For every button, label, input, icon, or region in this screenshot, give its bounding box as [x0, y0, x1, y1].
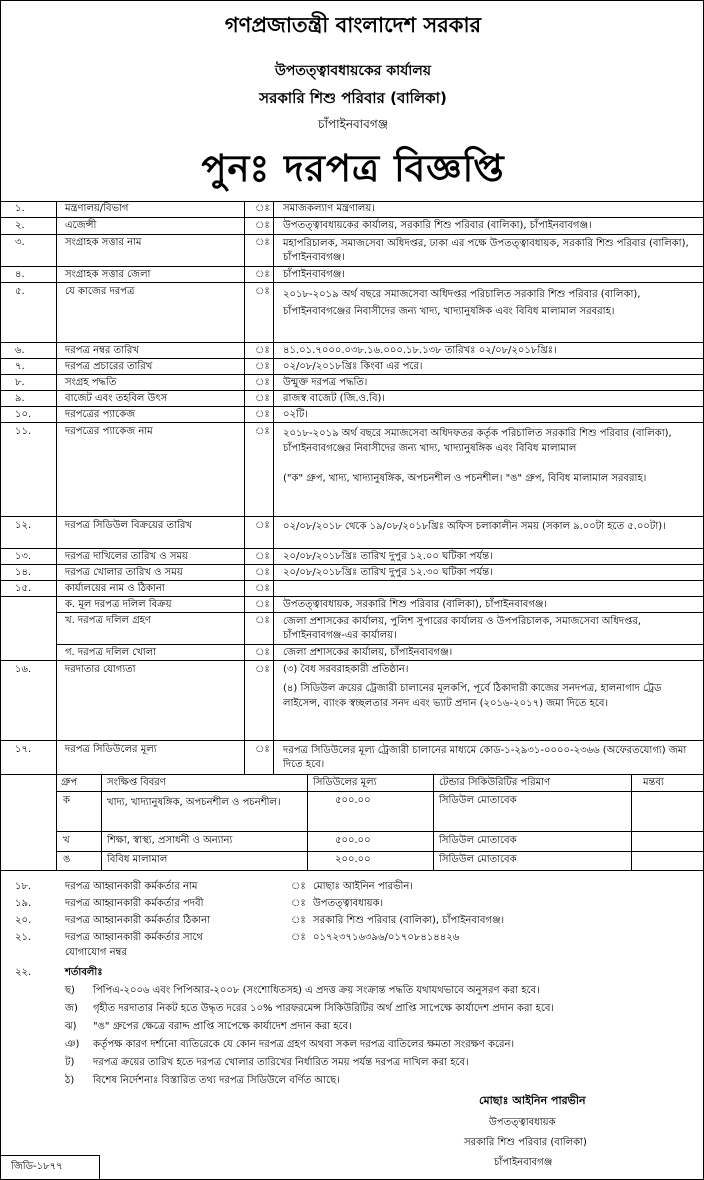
schedule-cell: ঙ [63, 854, 71, 865]
row-value: উপতত্ত্বাবধায়কের কার্যালয়, সরকারি শিশু পরিবার (বালিকা), চাঁপাইনবাবগঞ্জ। [283, 220, 592, 231]
signatory-name: মোছাঃ আইনিন পারভীন [479, 1094, 586, 1107]
schedule-header-cell: সিডিউলের মূল্য [313, 777, 377, 788]
row-label: দরপত্র আহ্বানকারী কর্মকর্তার পদবী [65, 898, 204, 909]
schedule-cell: ৫০০.০০ [335, 795, 371, 806]
row-number: ১৮. [15, 881, 32, 892]
row-value: উন্মুক্ত দরপত্র পদ্ধতি। [283, 377, 368, 388]
condition-marker: ঝ) [65, 1021, 77, 1032]
row-number: ১৬. [15, 664, 32, 675]
schedule-header-cell: গ্রুপ [61, 777, 78, 788]
colon: ঃ [255, 520, 270, 531]
colon: ঃ [255, 744, 270, 755]
row-value: ০২/০৮/২০১৮খ্রিঃ কিংবা এর পরে। [283, 361, 423, 372]
row-value-continued: ("ক" গ্রুপ, খাদ্য, খাদ্যানুষঙ্গিক, অপচনশীল ও পচনশীল। "ঙ" গ্রুপ, বিবিধ মালামাল সরবরাহ। [283, 473, 647, 484]
row-label: দরপত্র খোলার তারিখ ও সময় [65, 567, 183, 578]
row-label: যে কাজের দরপত্র [65, 286, 135, 297]
row-number: ১৯. [15, 898, 32, 909]
colon: ঃ [255, 599, 270, 610]
colon: ঃ [255, 377, 270, 388]
condition-text: বিশেষ নির্দেশনাঃ বিস্তারিত তথ্য দরপত্র সিডিউলে বর্ণিত আছে। [93, 1075, 340, 1086]
row-number: ১৩. [15, 551, 32, 562]
row-number: ১. [15, 203, 25, 214]
row-label-continued: যোগাযোগ নম্বর [65, 947, 127, 958]
condition-text: পিপিএ-২০০৬ এবং পিপিআর-২০০৮ (সংশোধিতসহ) এ প্রদত্ত ক্রয় সংক্রান্ত পদ্ধতি যথাযথভাবে অনুসরণ করা হবে। [93, 985, 540, 996]
row-label: দরপত্রের প্যাকেজ [65, 409, 136, 420]
schedule-cell: সিডিউল মোতাবেক [439, 854, 517, 865]
condition-marker: ট) [65, 1057, 75, 1068]
colon: ঃ [255, 203, 270, 214]
row-value: ২০১৮-২০১৯ অর্থ বছরে সমাজসেবা অধিদপ্তর পরিচালিত সরকারি শিশু পরিবার (বালিকা), চাঁপাইনবাবগঞ্জের নিবাসীদের জন্য খাদ্য, খাদ্যানুষঙ্গিক এবং বিবিধ মালামাল সরবরাহ। [283, 289, 641, 317]
colon: ঃ [255, 237, 270, 248]
row-number: ৪. [15, 269, 25, 280]
row-value: ২০/০৮/২০১৮খ্রিঃ তারিখ দুপুর ১২.০০ ঘটিকা পর্যন্ত। [283, 551, 493, 562]
signatory-location: চাঁপাইনবাবগঞ্জ [494, 1157, 553, 1168]
row-value: (৩) বৈধ সরবরাহকারী প্রতিষ্ঠান। [283, 664, 409, 675]
row-value: দরপত্র সিডিউলের মূল্য ট্রেজারী চালানের মাধ্যমে কোড-১-২৯৩১-০০০০-২৩৬৬ (অফেরতযোগ্য) জমা দিতে হবে। [283, 745, 687, 770]
schedule-cell: খ [63, 835, 70, 846]
row-label: গ. দরপত্র দলিল খোলা [65, 647, 157, 658]
notice-title: পুনঃ দরপত্র বিজ্ঞপ্তি [201, 147, 505, 190]
row-label: দরপত্র প্রচারের তারিখ [65, 361, 153, 372]
condition-text: "ঙ" গ্রুপের ক্ষেত্রে বরাদ্দ প্রাপ্তি সাপেক্ষে কার্যাদেশ প্রদান করা হবে। [93, 1021, 352, 1032]
colon: ঃ [291, 932, 306, 943]
row-label: দরপত্র নম্বর তারিখ [65, 345, 139, 356]
row-value: রাজস্ব বাজেট (জি.ও.বি)। [283, 393, 385, 404]
row-number: ৯. [15, 393, 25, 404]
row-value-continued: (৪) সিডিউল ক্রয়ের ট্রেজারী চালানের মূলকপি, পূর্বে ঠিকাদারী কাজের সনদপত্র, হালনাগাদ ট্রেড লাইসেন্স, ব্যাংক স্বচ্ছলতার সনদ এবং ভ্যাট প্রদান (২০১৬-২০১৭) জমা দিতে হবে। [283, 683, 662, 709]
row-label: কার্যালয়ের নাম ও ঠিকানা [65, 583, 165, 594]
row-number: ১৪. [15, 567, 32, 578]
row-value: সরকারি শিশু পরিবার (বালিকা), চাঁপাইনবাবগঞ্জ। [313, 915, 505, 926]
row-label: দরপত্র আহ্বানকারী কর্মকর্তার ঠিকানা [65, 915, 210, 926]
signatory-institution: সরকারি শিশু পরিবার (বালিকা) [464, 1137, 587, 1148]
row-value: ২০/০৮/২০১৮খ্রিঃ তারিখ দুপুর ১২.৩০ ঘটিকা পর্যন্ত। [283, 567, 493, 578]
row-label: খ. দরপত্র দলিল গ্রহণ [65, 615, 151, 626]
colon: ঃ [291, 881, 306, 892]
govt-title: গণপ্রজাতন্ত্রী বাংলাদেশ সরকার [224, 13, 482, 37]
condition-marker: ঞ) [65, 1039, 80, 1050]
schedule-cell: সিডিউল মোতাবেক [439, 795, 517, 806]
row-number: ১১. [15, 426, 32, 437]
row-value: সমাজকল্যাণ মন্ত্রণালয়। [283, 203, 375, 214]
row-value: উপতত্ত্বাবধায়ক, সরকারি শিশু পরিবার (বালিকা), চাঁপাইনবাবগঞ্জ। [283, 599, 548, 610]
colon: ঃ [255, 269, 270, 280]
row-value: উপতত্ত্বাবধায়ক। [313, 898, 384, 909]
row-number: ২১. [15, 932, 32, 943]
condition-text: কর্তৃপক্ষ কারণ দর্শানো ব্যতিরেকে যে কোন দরপত্র গ্রহণ অথবা সকল দরপত্র বাতিলের ক্ষমতা সংরক্ষণ করেন। [93, 1039, 515, 1050]
colon: ঃ [255, 361, 270, 372]
condition-text: গৃহীত দরদাতার নিকট হতে উদ্ধৃত দরের ১০% পারফরমেন্স সিকিউরিটির অর্থ প্রাপ্তি সাপেক্ষে কার্যাদেশ প্রদান করা হবে। [93, 1003, 554, 1014]
row-label: দরপত্র দাখিলের তারিখ ও সময় [65, 551, 188, 562]
row-value: চাঁপাইনবাবগঞ্জ। [283, 269, 345, 280]
schedule-header-cell: সংক্ষিপ্ত বিবরণ [107, 777, 166, 788]
colon: ঃ [255, 426, 270, 437]
conditions-heading: শর্তাবলীঃ [65, 967, 103, 978]
colon: ঃ [255, 647, 270, 658]
row-label: দরপত্র সিডিউলের মূল্য [65, 744, 157, 755]
colon: ঃ [255, 567, 270, 578]
row-label: দরপত্র আহ্বানকারী কর্মকর্তার নাম [65, 881, 198, 892]
row-label: দরপত্র সিডিউল বিক্রয়ের তারিখ [65, 520, 192, 531]
row-number: ৭. [15, 361, 25, 372]
colon: ঃ [255, 393, 270, 404]
row-number: ২০. [15, 915, 32, 926]
row-number: ৫. [15, 286, 25, 297]
colon: ঃ [255, 551, 270, 562]
row-label: এজেন্সী [65, 220, 97, 231]
condition-marker: ঠ) [65, 1075, 75, 1086]
row-value: ০২/০৮/২০১৮ থেকে ১৯/০৮/২০১৮খ্রিঃ অফিস চলাকালীন সময় (সকাল ৯.০০টা হতে ৫.০০টা)। [283, 521, 666, 532]
colon: ঃ [255, 583, 270, 594]
row-number: ২. [15, 220, 25, 231]
colon: ঃ [255, 615, 270, 626]
condition-marker: ছ) [65, 985, 75, 996]
row-number: ১২. [15, 520, 32, 531]
row-number: ২২. [15, 967, 32, 978]
row-value: জেলা প্রশাসকের কার্যালয়, পুলিশ সুপারের কার্যালয় ও উপপরিচালক, সমাজসেবা অধিদপ্তর, চাঁপাইনবাবগঞ্জ-এর কার্যালয়। [283, 616, 642, 641]
row-label: বাজেট এবং তহবিল উৎস [65, 393, 168, 404]
colon: ঃ [255, 286, 270, 297]
row-value: ২০১৮-২০১৯ অর্থ বছরে সমাজসেবা অধিদফতর কর্তৃক পরিচালিত সরকারি শিশু পরিবার (বালিকা), চাঁপাইনবাবগঞ্জের নিবাসীদের জন্য খাদ্য, খাদ্যানুষঙ্গিক এবং বিবিধ মালামাল [283, 428, 672, 454]
location-title: চাঁপাইনবাবগঞ্জ [318, 117, 388, 131]
row-label: সংগ্রহ পদ্ধতি [65, 377, 117, 388]
schedule-cell: সিডিউল মোতাবেক [439, 835, 517, 846]
colon: ঃ [255, 409, 270, 420]
condition-marker: জ) [65, 1003, 78, 1014]
schedule-cell: ২০০.০০ [335, 854, 371, 865]
row-label: দরদাতার যোগ্যতা [65, 664, 136, 675]
row-value: ০১৭২৩৭১৬৩৯৬/০১৭০৮৪১৪৪২৬ [313, 932, 460, 943]
row-value: ০২টি। [283, 409, 308, 420]
row-value: মোছাঃ আইনিন পারভীন। [313, 881, 413, 892]
row-label: দরপত্রের প্যাকেজ নাম [65, 426, 153, 437]
row-number: ৬. [15, 345, 25, 356]
row-label: সংগ্রাহক সত্তার জেলা [65, 269, 151, 280]
schedule-cell: বিবিধ মালামাল [107, 854, 168, 865]
colon: ঃ [291, 898, 306, 909]
schedule-cell: শিক্ষা, স্বাস্থ্য, প্রসাধনী ও অন্যান্য [107, 835, 233, 846]
row-value: মহাপরিচালক, সমাজসেবা অধিদপ্তর, ঢাকা এর পক্ষে উপতত্ত্বাবধায়ক, সরকারি শিশু পরিবার (বালিকা), চাঁপাইনবাবগঞ্জ। [283, 238, 689, 263]
institution-title: সরকারি শিশু পরিবার (বালিকা) [259, 89, 447, 107]
colon: ঃ [255, 220, 270, 231]
row-number: ৩. [15, 237, 25, 248]
gd-code: জিডি-১৮৭৭ [11, 1161, 63, 1172]
row-label: সংগ্রাহক সত্তার নাম [65, 237, 142, 248]
row-value: জেলা প্রশাসকের কার্যালয়, চাঁপাইনবাবগঞ্জ। [283, 647, 453, 658]
row-number: ১৭. [15, 744, 32, 755]
colon: ঃ [255, 345, 270, 356]
row-label: দরপত্র আহ্বানকারী কর্মকর্তার সাথে [65, 932, 204, 943]
schedule-header-cell: টেন্ডার সিকিউরিটির পরিমাণ [439, 777, 551, 788]
schedule-header-cell: মন্তব্য [643, 777, 664, 788]
colon: ঃ [255, 664, 270, 675]
schedule-cell: ক [63, 795, 70, 806]
row-value: ৪১.০১.৭০০০.০৩৮.১৬.০০০.১৮.১৩৮ তারিখঃ ০২/০৮/২০১৮খ্রিঃ। [283, 345, 557, 356]
row-label: মন্ত্রণালয়/বিভাগ [65, 203, 129, 214]
schedule-cell: ৫০০.০০ [335, 835, 371, 846]
row-number: ৮. [15, 377, 25, 388]
condition-text: দরপত্র ক্রয়ের তারিখ হতে দরপত্র খোলার তারিখের নির্ধারিত সময় পর্যন্ত দরপত্র দাখিল করা হবে। [93, 1057, 469, 1068]
schedule-cell: খাদ্য, খাদ্যানুষঙ্গিক, অপচনশীল ও পচনশীল। [107, 797, 281, 808]
office-title: উপতত্ত্বাবধায়কের কার্যালয় [274, 63, 432, 79]
signatory-designation: উপতত্ত্বাবধায়ক [489, 1117, 556, 1128]
row-number: ১০. [15, 409, 32, 420]
row-number: ১৫. [15, 583, 32, 594]
row-label: ক. মূল দরপত্র দলিল বিক্রয় [65, 599, 172, 610]
colon: ঃ [291, 915, 306, 926]
